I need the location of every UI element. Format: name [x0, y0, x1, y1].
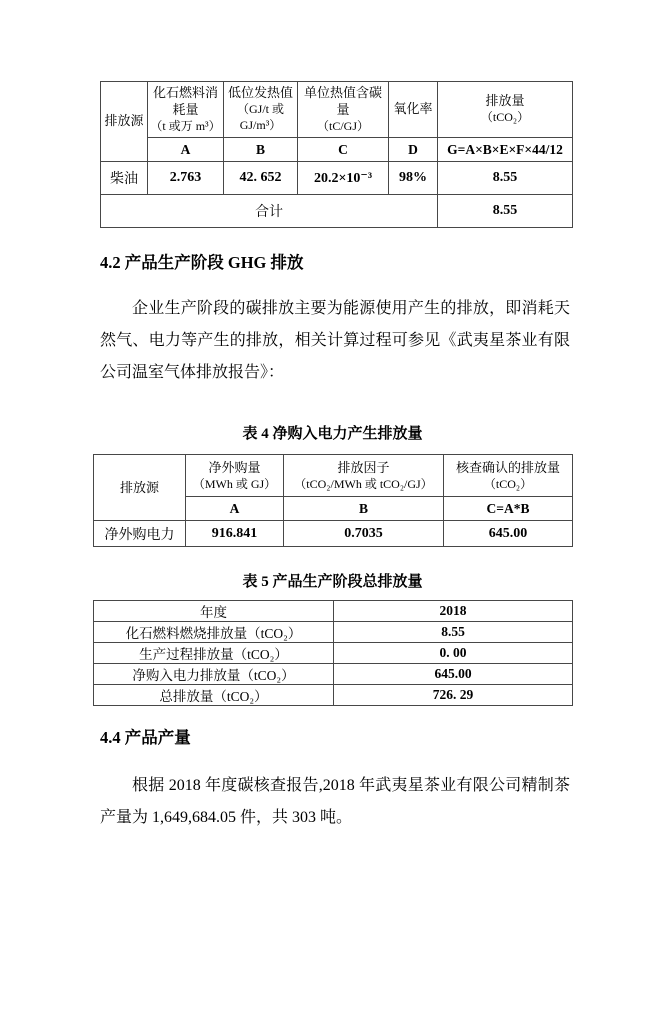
table-row-electricity: [94, 664, 573, 685]
cell-source-name: 净外购电力: [94, 521, 186, 547]
table-subheader-row: [101, 138, 573, 162]
table-row-fossil-fuel: [94, 622, 573, 643]
row-label: 总排放量（tCO₂）: [94, 685, 334, 706]
document-page: [0, 81, 670, 1028]
header-unit: （t 或万 m³）: [150, 118, 221, 133]
header-unit: （tCO₂/MWh 或 tCO₂/GJ）: [294, 477, 433, 492]
cell-total-value: 8.55: [438, 195, 573, 228]
header-label: 排放源: [104, 113, 144, 129]
table5-caption: 表 5 产品生产阶段总排放量: [242, 574, 423, 590]
header-cell-fuel-consumption: [148, 82, 224, 138]
table-row-process: [94, 643, 573, 664]
table-header-row: [94, 455, 573, 497]
header-cell-carbon-content: [298, 82, 389, 138]
cell-heating-value: 42. 652: [224, 162, 298, 195]
section-4-4-paragraph: 根据 2018 年度碳核查报告,2018 年武夷星茶业有限公司精制茶产量为 1,649,684.05 件，共 303 吨。: [100, 777, 570, 826]
cell-verified-emission: 645.00: [444, 521, 573, 547]
header-cell-heating-value: [224, 82, 298, 138]
row-label: 年度: [94, 601, 334, 622]
fossil-fuel-emission-table: [100, 81, 573, 228]
header-label: 核查确认的排放量: [455, 459, 560, 475]
subheader-cell-formula: C=A*B: [444, 497, 573, 521]
page-content: [93, 81, 572, 834]
row-value: 645.00: [334, 664, 573, 685]
table-row-diesel: [101, 162, 573, 195]
row-value: 0. 00: [334, 643, 573, 664]
section-4-2-heading: 4.2 产品生产阶段 GHG 排放: [100, 253, 304, 272]
subheader-cell-a: A: [186, 497, 284, 521]
header-cell-emission-source: [94, 455, 186, 521]
header-cell-oxidation-rate: [389, 82, 438, 138]
cell-net-purchase: 916.841: [186, 521, 284, 547]
cell-fuel-name: 柴油: [101, 162, 148, 195]
subheader-cell-b: B: [224, 138, 298, 162]
row-value: 8.55: [334, 622, 573, 643]
header-label: 排放源: [119, 479, 159, 495]
cell-emission: 8.55: [438, 162, 573, 195]
header-cell-emission-factor: [284, 455, 444, 497]
row-value: 726. 29: [334, 685, 573, 706]
table-header-row: [101, 82, 573, 138]
header-unit: （MWh 或 GJ）: [192, 477, 277, 492]
header-cell-emission-amount: [438, 82, 573, 138]
subheader-cell-a: A: [148, 138, 224, 162]
table4-caption: 表 4 净购入电力产生排放量: [242, 426, 423, 442]
header-label: 排放因子: [337, 459, 390, 475]
row-label: 净购入电力排放量（tCO₂）: [94, 664, 334, 685]
header-cell-emission-source: [101, 82, 148, 162]
subheader-cell-formula: G=A×B×E×F×44/12: [438, 138, 573, 162]
section-4-2-paragraph: 企业生产阶段的碳排放主要为能源使用产生的排放，即消耗天然气、电力等产生的排放，相关计算过程可参见《武夷星茶业有限公司温室气体排放报告》：: [100, 300, 570, 381]
table-total-row: [101, 195, 573, 228]
header-label: 排放量: [485, 93, 525, 109]
cell-total-label: 合计: [101, 195, 438, 228]
header-unit: （tCO₂）: [483, 477, 533, 492]
header-cell-verified-emission: [444, 455, 573, 497]
header-label: 单位热值含碳量: [303, 84, 382, 117]
subheader-cell-c: C: [298, 138, 389, 162]
header-unit: （tC/GJ）: [316, 118, 369, 133]
cell-oxidation-rate: 98%: [389, 162, 438, 195]
header-cell-net-purchase: [186, 455, 284, 497]
subheader-cell-d: D: [389, 138, 438, 162]
total-emission-table: [93, 600, 573, 706]
header-label: 化石燃料消耗量: [152, 84, 218, 117]
header-label: 低位发热值: [227, 85, 293, 101]
purchased-electricity-table: [93, 454, 573, 547]
row-label: 化石燃料燃烧排放量（tCO₂）: [94, 622, 334, 643]
header-unit: （GJ/t 或 GJ/m³）: [236, 102, 284, 132]
cell-consumption: 2.763: [148, 162, 224, 195]
cell-emission-factor: 0.7035: [284, 521, 444, 547]
table-row-year: [94, 601, 573, 622]
header-label: 净外购量: [208, 459, 261, 475]
table-row-total: [94, 685, 573, 706]
subheader-cell-b: B: [284, 497, 444, 521]
table-row-electricity: [94, 521, 573, 547]
header-unit: （tCO₂）: [480, 110, 530, 125]
row-value: 2018: [334, 601, 573, 622]
cell-carbon-content: 20.2×10⁻³: [298, 162, 389, 195]
section-4-4-heading: 4.4 产品产量: [100, 728, 191, 747]
header-label: 氧化率: [393, 101, 433, 117]
row-label: 生产过程排放量（tCO₂）: [94, 643, 334, 664]
